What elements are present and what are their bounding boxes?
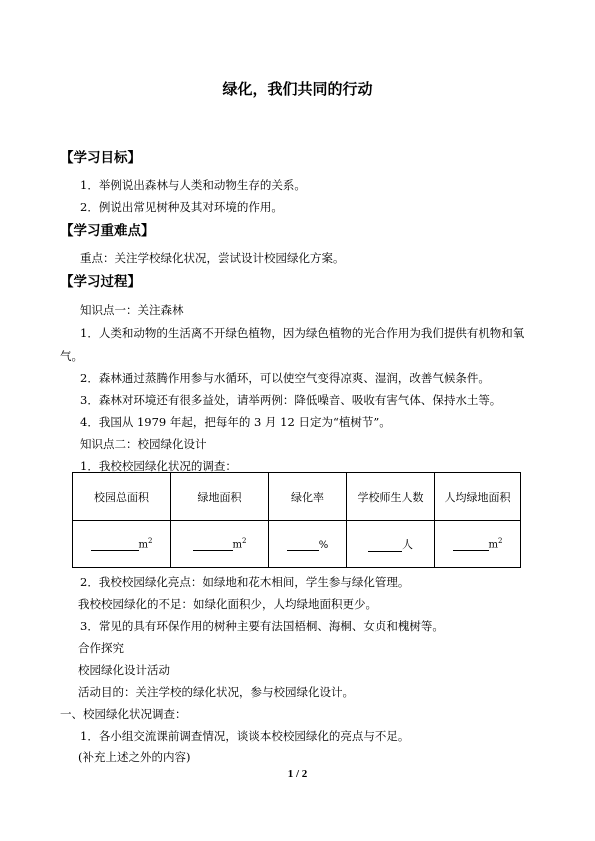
paragraph: 3．常见的具有环保作用的树种主要有法国梧桐、海桐、女贞和槐树等。 bbox=[80, 619, 444, 633]
blank-line[interactable] bbox=[453, 550, 489, 551]
paragraph: 我校校园绿化的不足：如绿化面积少，人均绿地面积更少。 bbox=[78, 597, 377, 611]
paragraph: 1．人类和动物的生活离不开绿色植物，因为绿色植物的光合作用为我们提供有机物和氧 bbox=[80, 326, 525, 340]
unit-superscript: 2 bbox=[242, 537, 247, 546]
table-header-cell: 绿地面积 bbox=[171, 473, 269, 521]
unit-label: m bbox=[232, 539, 242, 551]
blank-line[interactable] bbox=[91, 550, 139, 551]
table-header-cell: 人均绿地面积 bbox=[435, 473, 521, 521]
unit-superscript: 2 bbox=[498, 537, 503, 546]
unit-superscript: 2 bbox=[148, 537, 153, 546]
goals-heading: 【学习目标】 bbox=[60, 150, 141, 166]
unit-label: % bbox=[318, 539, 329, 551]
subheading: 校园绿化设计活动 bbox=[78, 663, 170, 677]
paragraph: 1．各小组交流课前调查情况，谈谈本校校园绿化的亮点与不足。 bbox=[80, 729, 410, 743]
subheading: 合作探究 bbox=[78, 641, 124, 655]
blank-line[interactable] bbox=[287, 550, 319, 551]
section-heading: 一、校园绿化状况调查： bbox=[60, 707, 187, 721]
table-cell bbox=[171, 521, 269, 568]
table-header-row bbox=[73, 473, 521, 521]
table-cell bbox=[347, 521, 435, 568]
blank-line[interactable] bbox=[368, 551, 402, 552]
table-row bbox=[73, 521, 521, 568]
knowledge-point-2: 知识点二：校园绿化设计 bbox=[80, 437, 207, 451]
unit-label: 人 bbox=[402, 538, 413, 551]
survey-title: 1．我校校园绿化状况的调查： bbox=[80, 459, 237, 473]
page-number: 1 / 2 bbox=[287, 768, 308, 780]
table-header-cell: 绿化率 bbox=[269, 473, 347, 521]
paragraph: 4．我国从 1979 年起，把每年的 3 月 12 日定为“植树节”。 bbox=[80, 415, 391, 429]
page-title: 绿化，我们共同的行动 bbox=[222, 80, 373, 98]
paragraph: 2．我校校园绿化亮点：如绿地和花木相间，学生参与绿化管理。 bbox=[80, 575, 410, 589]
paragraph: (补充上述之外的内容) bbox=[78, 750, 191, 764]
table-cell bbox=[269, 521, 347, 568]
paragraph: 活动目的：关注学校的绿化状况，参与校园绿化设计。 bbox=[78, 685, 354, 699]
process-heading: 【学习过程】 bbox=[60, 274, 141, 290]
unit-label: m bbox=[488, 539, 498, 551]
unit-label: m bbox=[138, 539, 148, 551]
goal-item: 2．例说出常见树种及其对环境的作用。 bbox=[80, 200, 283, 214]
key-points-text: 重点：关注学校绿化状况，尝试设计校园绿化方案。 bbox=[80, 251, 345, 265]
survey-table bbox=[72, 472, 521, 568]
paragraph: 3．森林对环境还有很多益处，请举两例：降低噪音、吸收有害气体、保持水土等。 bbox=[80, 393, 502, 407]
goal-item: 1．举例说出森林与人类和动物生存的关系。 bbox=[80, 178, 306, 192]
key-points-heading: 【学习重难点】 bbox=[60, 223, 155, 239]
knowledge-point-1: 知识点一：关注森林 bbox=[80, 303, 184, 317]
blank-line[interactable] bbox=[193, 550, 233, 551]
table-header-cell: 学校师生人数 bbox=[347, 473, 435, 521]
paragraph: 气。 bbox=[60, 349, 83, 363]
table-cell bbox=[73, 521, 171, 568]
table-cell bbox=[435, 521, 521, 568]
table-header-cell: 校园总面积 bbox=[73, 473, 171, 521]
paragraph: 2．森林通过蒸腾作用参与水循环，可以使空气变得凉爽、湿润，改善气候条件。 bbox=[80, 371, 490, 385]
